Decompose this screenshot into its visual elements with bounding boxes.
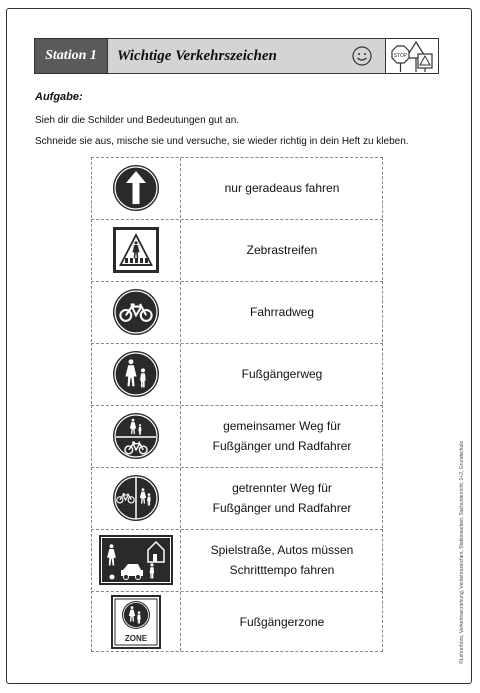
sign-row bbox=[91, 219, 383, 280]
copyright-text: ©Lehrerbüro, Verkehrserziehung, Verkehrszeichen, Stationsarbeit, Sachunterricht, 1+2, Grundschule bbox=[459, 440, 465, 664]
instruction-line-2: Schneide sie aus, mische sie und versuche, sie wieder richtig in dein Heft zu kleben. bbox=[35, 136, 409, 147]
sign-row bbox=[91, 591, 383, 652]
sign-meaning: Fußgänger und Radfahrer bbox=[212, 439, 352, 453]
sign-meaning: Zebrastreifen bbox=[246, 243, 318, 257]
page-title: Wichtige Verkehrszeichen bbox=[117, 47, 277, 64]
sign-meaning: Fußgängerweg bbox=[241, 367, 323, 381]
sign-meaning: Fußgänger und Radfahrer bbox=[212, 501, 352, 515]
stop-sign-text: STOP bbox=[393, 53, 408, 59]
sign-meaning: Fahrradweg bbox=[249, 305, 315, 319]
pedestrian-path-sign-icon bbox=[111, 349, 161, 399]
sign-row bbox=[91, 157, 383, 218]
instruction-line-1: Sieh dir die Schilder und Bedeutungen gut an. bbox=[35, 115, 240, 126]
separated-path-sign-icon bbox=[111, 473, 161, 523]
sign-meaning: getrennter Weg für bbox=[232, 481, 332, 495]
sign-row bbox=[91, 281, 383, 342]
crosswalk-sign-icon bbox=[112, 226, 160, 274]
sign-meaning: Fußgängerzone bbox=[239, 614, 325, 629]
sign-row bbox=[91, 343, 383, 404]
play-street-sign-icon bbox=[98, 534, 174, 586]
copyright-note bbox=[459, 384, 467, 664]
sign-meaning: Schritttempo fahren bbox=[229, 563, 335, 577]
traffic-signs-icon bbox=[385, 39, 438, 73]
task-label: Aufgabe: bbox=[35, 91, 83, 103]
smiley-face-icon bbox=[351, 45, 373, 67]
straight-ahead-sign-icon bbox=[111, 163, 161, 213]
sign-meaning: nur geradeaus fahren bbox=[224, 181, 340, 195]
shared-path-sign-icon bbox=[111, 411, 161, 461]
station-label: Station 1 bbox=[35, 39, 108, 73]
sign-table bbox=[91, 157, 383, 650]
sign-row bbox=[91, 467, 383, 528]
sign-meaning: gemeinsamer Weg für bbox=[223, 419, 341, 433]
pedestrian-zone-sign-icon bbox=[111, 595, 161, 649]
sign-meaning: Spielstraße, Autos müssen bbox=[210, 543, 354, 557]
bicycle-path-sign-icon bbox=[111, 287, 161, 337]
station-header bbox=[34, 38, 439, 74]
sign-row bbox=[91, 405, 383, 466]
zone-sign-text: ZONE bbox=[124, 633, 148, 643]
sign-row bbox=[91, 529, 383, 590]
